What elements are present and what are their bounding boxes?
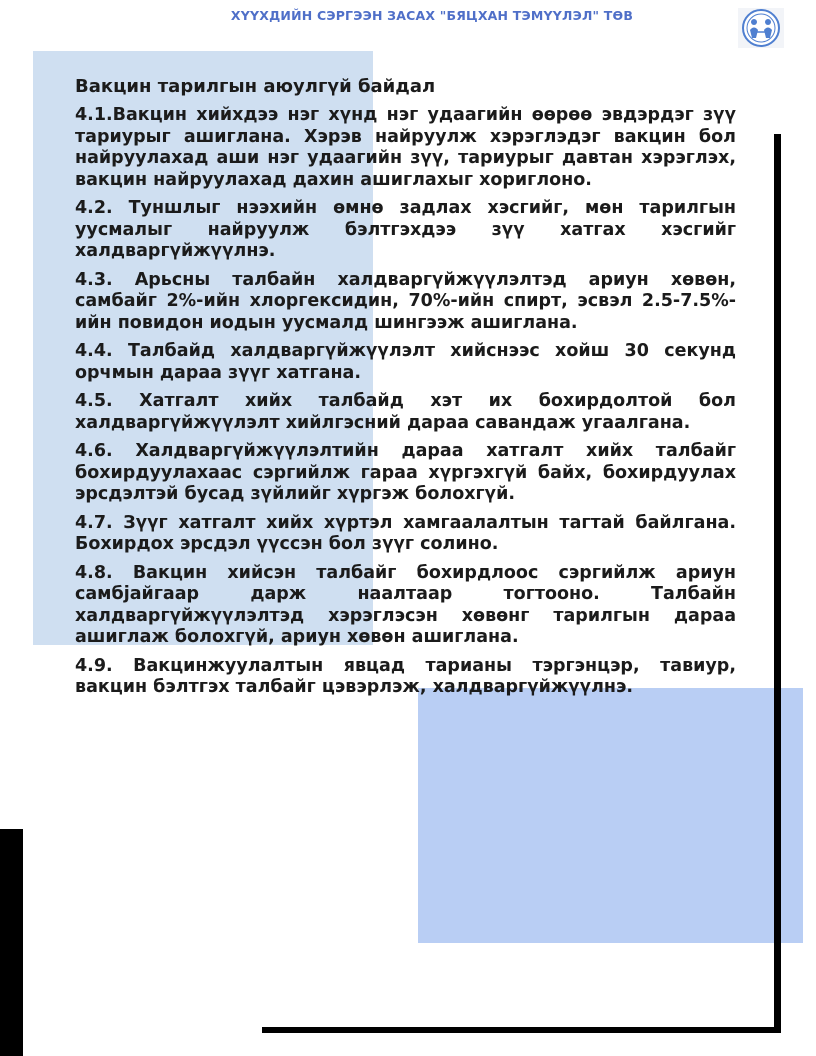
decorative-frame-bottom (262, 1027, 781, 1033)
organization-logo-icon (738, 8, 784, 48)
paragraph-4-4: 4.4. Талбайд халдваргүйжүүлэлт хийснээс хойш 30 секунд орчмын дараа зүүг хатгана. (75, 341, 736, 383)
section-heading: Вакцин тарилгын аюулгүй байдал (75, 76, 436, 97)
paragraph-4-8: 4.8. Вакцин хийсэн талбайг бохирдлоос сэргийлж ариун самбјайгаар дарж наалтаар тогтооно. Талбайн халдваргүйжүүлэлтэд хэрэглэсэн хөвөнг тарилгын дараа ашиглаж болохгүй, ариун хөвөн ашиглана. (75, 562, 736, 647)
paragraph-4-1: 4.1.Вакцин хийхдээ нэг хүнд нэг удаагийн өөрөө эвдэрдэг зүү тариурыг ашиглана. Хэрэв найруулж хэрэглэдэг вакцин бол найруулахад аши нэг удаагийн зүү, тариурыг давтан хэрэглэх, вакцин найруулахад дахин ашиглахыг хориглоно. (75, 105, 736, 190)
header-title: ХҮҮХДИЙН СЭРГЭЭН ЗАСАХ "БЯЦХАН ТЭМҮҮЛЭЛ" ТӨВ (230, 8, 634, 23)
paragraph-4-9: 4.9. Вакцинжуулалтын явцад тарианы тэргэнцэр, тавиур, вакцин бэлтгэх талбайг цэвэрлэж, халдваргүйжүүлнэ. (75, 655, 736, 697)
decorative-bar-left (0, 829, 23, 1056)
paragraph-4-3: 4.3. Арьсны талбайн халдваргүйжүүлэлтэд ариун хөвөн, самбайг 2%-ийн хлоргексидин, 70%-ийн спирт, эсвэл 2.5-7.5%-ийн повидон иодын уусмалд шингээж ашиглана. (75, 269, 736, 333)
paragraph-4-2: 4.2. Туншлыг нээхийн өмнө задлах хэсгийг, мөн тарилгын уусмалыг найруулж бэлтгэхдээ зүү хатгах хэсгийг халдваргүйжүүлнэ. (75, 198, 736, 261)
paragraph-4-7: 4.7. Зүүг хатгалт хийх хүртэл хамгаалалтын тагтай байлгана. Бохирдох эрсдэл үүссэн бол зүүг солино. (75, 512, 736, 554)
paragraph-4-5: 4.5. Хатгалт хийх талбайд хэт их бохирдолтой бол халдваргүйжүүлэлт хийлгэсний дараа савандаж угаалгана. (75, 391, 736, 433)
document-body (75, 76, 736, 706)
paragraph-4-6: 4.6. Халдваргүйжүүлэлтийн дараа хатгалт хийх талбайг бохирдуулахаас сэргийлж гараа хүргэхгүй байх, бохирдуулах эрсдэлтэй бусад зүйлийг хүргэж болохгүй. (75, 441, 736, 504)
decorative-frame-right (774, 134, 781, 1033)
decorative-block-blue (418, 688, 803, 943)
